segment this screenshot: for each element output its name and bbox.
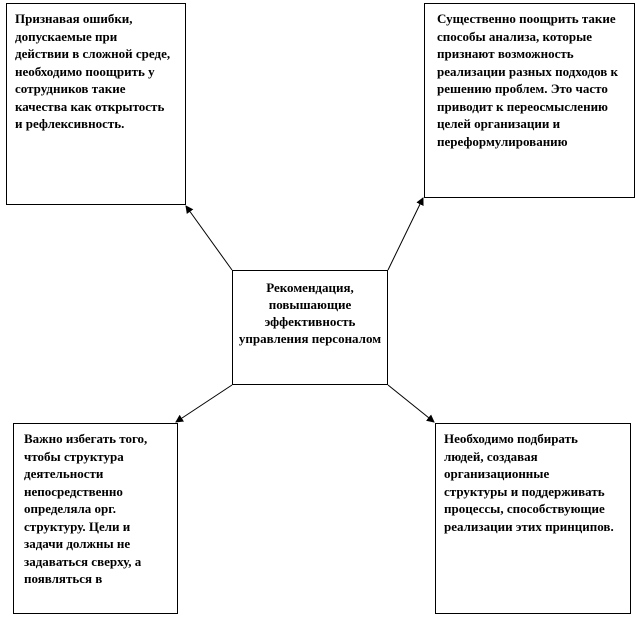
arrow-to-bottom-right: [388, 385, 434, 422]
box-bottom-left: [13, 423, 178, 614]
box-bottom-right: [435, 423, 631, 614]
box-top-right-text: Существенно поощрить такие способы анализа, которые признают возможность реализации разных подходов к решению проблем. Это часто приводит к переосмыслению целей организации и переформулированию: [437, 11, 619, 149]
arrow-to-top-left: [186, 206, 232, 270]
box-top-right: [424, 3, 635, 198]
arrow-to-top-right: [388, 198, 423, 270]
box-top-left-text: Признавая ошибки, допускаемые при действии в сложной среде, необходимо поощрить у сотрудников такие качества как открытость и рефлексивность.: [15, 11, 171, 131]
box-top-left: [6, 3, 186, 205]
arrow-to-bottom-left: [176, 385, 232, 422]
box-center: [232, 270, 388, 385]
box-center-text: Рекомендация, повышающие эффективность управления персоналом: [238, 280, 382, 346]
box-bottom-right-text: Необходимо подбирать людей, создавая организационные структуры и поддерживать процессы, способствующие реализации этих принципов.: [444, 431, 614, 534]
box-bottom-left-text: Важно избегать того, чтобы структура деятельности непосредственно определяла орг. структуру. Цели и задачи должны не задаваться сверху, а появляться в: [24, 431, 148, 586]
